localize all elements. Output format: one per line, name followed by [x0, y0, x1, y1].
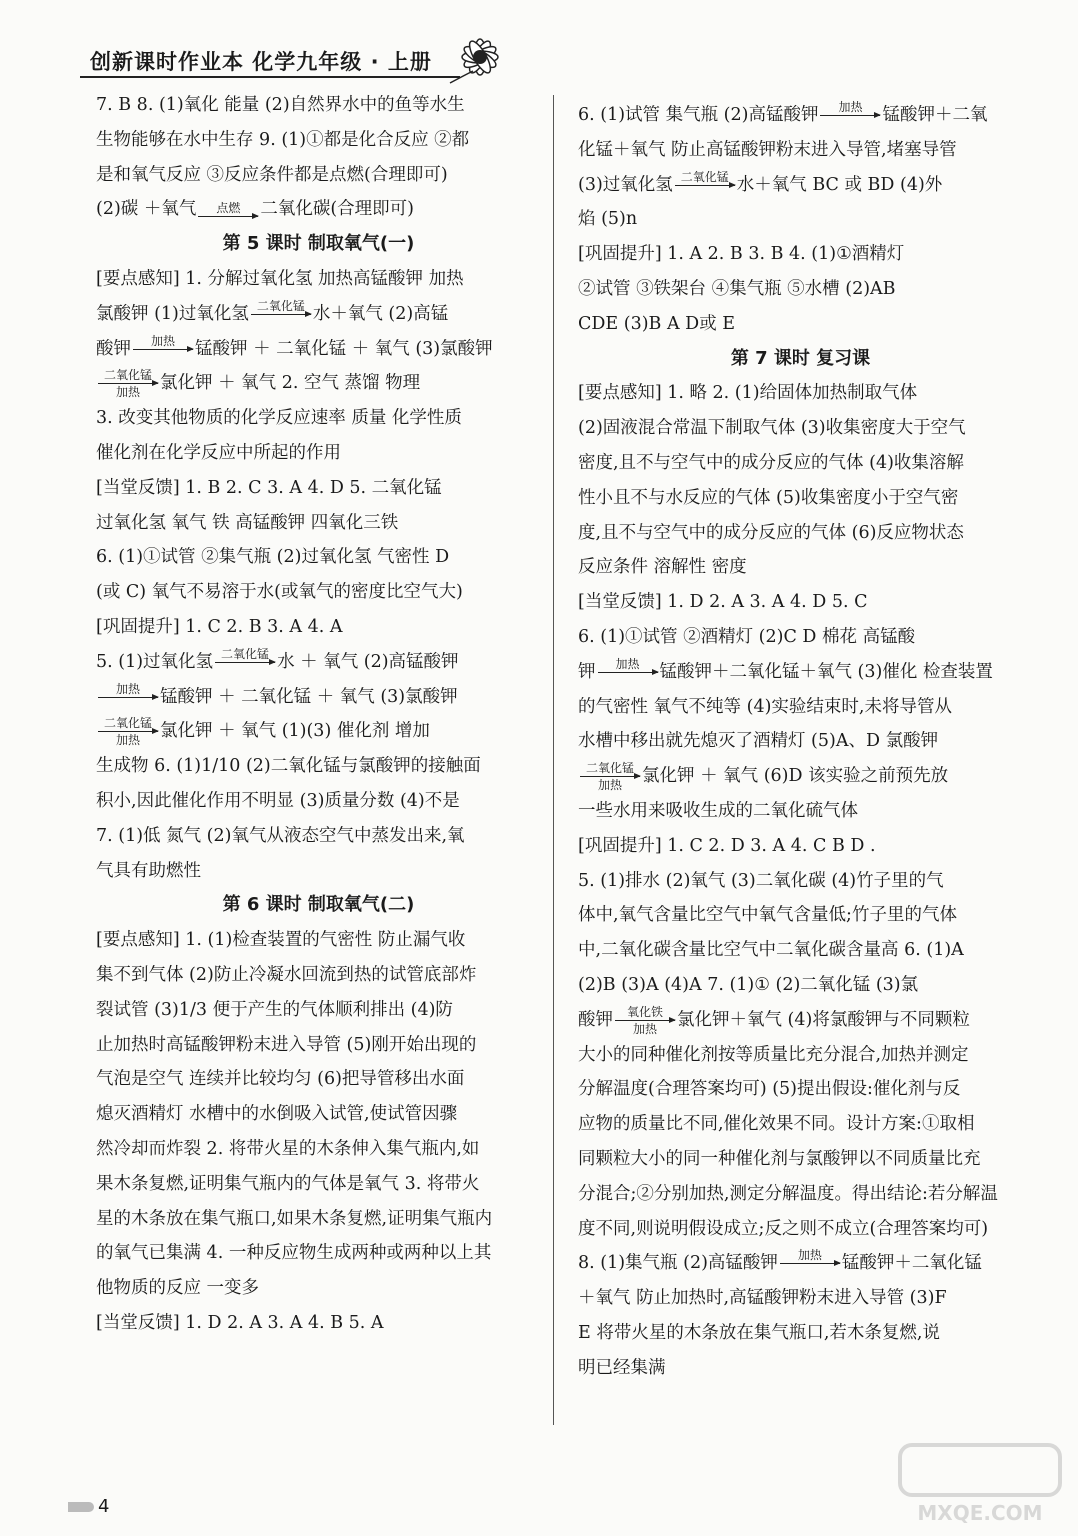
answer-line: 生成物 6. (1)1/10 (2)二氧化锰与氯酸钾的接触面: [96, 756, 481, 777]
answer-line: 6. (1)①试管 ②集气瓶 (2)过氧化氢 气密性 D: [96, 547, 450, 568]
answer-line: 过氧化氢 氧气 铁 高锰酸钾 四氧化三铁: [96, 512, 399, 533]
equation-line: 二氧化锰 加热 氯化钾 ＋ 氧气 2. 空气 蒸馏 物理: [96, 366, 541, 401]
answer-line: 同颗粒大小的同一种催化剂与氯酸钾以不同质量比充: [578, 1148, 981, 1169]
answer-line: [当堂反馈] 1. B 2. C 3. A 4. D 5. 二氧化锰: [96, 477, 442, 498]
answer-line: 焰 (5)n: [578, 209, 638, 230]
answer-line: 性小且不与水反应的气体 (5)收集密度小于空气密: [578, 487, 959, 508]
answer-line: 气泡是空气 连续并比较均匀 (6)把导管移出水面: [96, 1069, 465, 1090]
reaction-arrow: 二氧化锰: [215, 647, 275, 678]
reaction-arrow: 加热: [98, 682, 158, 713]
section-title-7: 第 7 课时 复习课: [730, 347, 871, 369]
answer-line: 气具有助燃性: [96, 860, 201, 881]
equation-line: 8. (1)集气瓶 (2)高锰酸钾 加热 锰酸钾＋二氧化锰: [578, 1246, 1023, 1281]
answer-line: 的氧气已集满 4. 一种反应物生成两种或两种以上其: [96, 1243, 492, 1264]
answer-line: [巩固提升] 1. C 2. B 3. A 4. A: [96, 616, 343, 637]
answer-line: 生物能够在水中生存 9. (1)①都是化合反应 ②都: [96, 129, 470, 150]
reaction-arrow: 二氧化锰 加热: [580, 761, 640, 792]
reaction-arrow: 氧化铁 加热: [615, 1005, 675, 1036]
answer-line: 是和氧气反应 ③反应条件都是点燃(合理即可): [96, 164, 448, 185]
answer-line: 3. 改变其他物质的化学反应速率 质量 化学性质: [96, 408, 462, 429]
answer-line: E 将带火星的木条放在集气瓶口,若木条复燃,说: [578, 1322, 940, 1343]
answer-line: 分解温度(合理答案均可) (5)提出假设:催化剂与反: [578, 1079, 961, 1100]
answer-line: 积小,因此催化作用不明显 (3)质量分数 (4)不是: [96, 790, 460, 811]
answer-line: 然冷却而炸裂 2. 将带火星的木条伸入集气瓶内,如: [96, 1138, 480, 1159]
answer-line: 分混合;②分别加热,测定分解温度。得出结论:若分解温: [578, 1183, 998, 1204]
answer-line: 水槽中移出就先熄灭了酒精灯 (5)A、D 氯酸钾: [578, 731, 939, 752]
equation-line: 二氧化锰 加热 氯化钾 ＋ 氧气 (1)(3) 催化剂 增加: [96, 714, 541, 749]
answer-line: [巩固提升] 1. C 2. D 3. A 4. C B D .: [578, 835, 876, 856]
reaction-arrow: 加热: [820, 100, 880, 131]
answer-line: [要点感知] 1. 略 2. (1)给固体加热制取气体: [578, 383, 918, 404]
reaction-arrow: 二氧化锰: [251, 299, 311, 330]
answer-line: 一些水用来吸收生成的二氧化硫气体: [578, 800, 858, 821]
answer-line: 化锰＋氧气 防止高锰酸钾粉末进入导管,堵塞导管: [578, 139, 957, 160]
answer-line: 度,且不与空气中的成分反应的气体 (6)反应物状态: [578, 522, 964, 543]
equation-line: 6. (1)试管 集气瓶 (2)高锰酸钾 加热 锰酸钾＋二氧: [578, 98, 1023, 133]
reaction-arrow: 加热: [133, 334, 193, 365]
answer-line: 明已经集满: [578, 1357, 666, 1378]
reaction-arrow: 二氧化锰 加热: [98, 368, 158, 399]
answer-line: 7. B 8. (1)氧化 能量 (2)自然界水中的鱼等水生: [96, 95, 465, 115]
answer-line: [巩固提升] 1. A 2. B 3. B 4. (1)①酒精灯: [578, 244, 905, 265]
page-tab-icon: [68, 1502, 94, 1512]
answer-line: CDE (3)B A D或 E: [578, 313, 736, 334]
equation-line: 酸钾 加热 锰酸钾 ＋ 二氧化锰 ＋ 氧气 (3)氯酸钾: [96, 332, 541, 367]
reaction-arrow: 二氧化锰: [675, 170, 735, 201]
equation-line: 二氧化锰 加热 氯化钾 ＋ 氧气 (6)D 该实验之前预先放: [578, 759, 1023, 794]
answer-line: 密度,且不与空气中的成分反应的气体 (4)收集溶解: [578, 452, 964, 473]
answer-line: 中,二氧化碳含量比空气中二氧化碳含量高 6. (1)A: [578, 940, 964, 961]
answer-line: (2)固液混合常温下制取气体 (3)收集密度大于空气: [578, 418, 966, 439]
reaction-arrow: 二氧化锰 加热: [98, 716, 158, 747]
watermark-logo: [890, 1440, 1070, 1530]
answer-line: 7. (1)低 氮气 (2)氧气从液态空气中蒸发出来,氧: [96, 825, 465, 846]
right-column: [578, 98, 1023, 1385]
answer-line: 应物的质量比不同,催化效果不同。设计方案:①取相: [578, 1114, 975, 1135]
book-title: 创新课时作业本 化学九年级 · 上册: [90, 50, 432, 74]
header-rule: [80, 76, 460, 78]
answer-line: 熄灭酒精灯 水槽中的水倒吸入试管,使试管因骤: [96, 1104, 458, 1125]
answer-line: 体中,氧气含量比空气中氧气含量低;竹子里的气体: [578, 905, 957, 926]
answer-line: 度不同,则说明假设成立;反之则不成立(合理答案均可): [578, 1218, 989, 1239]
reaction-arrow: 点燃: [198, 201, 258, 218]
equation-line: 酸钾 氧化铁 加热 氯化钾＋氧气 (4)将氯酸钾与不同颗粒: [578, 1004, 970, 1036]
section-title-5: 第 5 课时 制取氧气(一): [222, 233, 415, 255]
answer-line: 的气密性 氧气不纯等 (4)实验结束时,未将导管从: [578, 696, 952, 717]
answer-line: [当堂反馈] 1. D 2. A 3. A 4. D 5. C: [578, 592, 868, 613]
answer-line: 星的木条放在集气瓶口,如果木条复燃,证明集气瓶内: [96, 1208, 493, 1229]
column-divider: [553, 95, 554, 1425]
answer-line: ②试管 ③铁架台 ④集气瓶 ⑤水槽 (2)AB: [578, 278, 896, 299]
answer-line: ＋氧气 防止加热时,高锰酸钾粉末进入导管 (3)F: [578, 1288, 947, 1309]
equation-line: (3)过氧化氢 二氧化锰 水＋氧气 BC 或 BD (4)外: [578, 168, 1023, 203]
equation-line: 5. (1)过氧化氢 二氧化锰 水 ＋ 氧气 (2)高锰酸钾: [96, 645, 541, 680]
answer-line: 裂试管 (3)1/3 便于产生的气体顺利排出 (4)防: [96, 999, 453, 1020]
equation-line: 钾 加热 锰酸钾＋二氧化锰＋氧气 (3)催化 检查装置: [578, 655, 1023, 690]
answer-line: 反应条件 溶解性 密度: [578, 557, 747, 578]
answer-line: (2)B (3)A (4)A 7. (1)① (2)二氧化锰 (3)氯: [578, 974, 919, 995]
equation-line: 加热 锰酸钾 ＋ 二氧化锰 ＋ 氧气 (3)氯酸钾: [96, 680, 541, 715]
reaction-arrow: 加热: [780, 1248, 840, 1279]
answer-line: 6. (1)①试管 ②酒精灯 (2)C D 棉花 高锰酸: [578, 626, 916, 647]
answer-line: [要点感知] 1. (1)检查装置的气密性 防止漏气收: [96, 930, 466, 951]
answer-line: 他物质的反应 一变多: [96, 1278, 260, 1299]
section-title-6: 第 6 课时 制取氧气(二): [222, 894, 415, 916]
answer-line: 止加热时高锰酸钾粉末进入导管 (5)刚开始出现的: [96, 1034, 477, 1055]
answer-line: [要点感知] 1. 分解过氧化氢 加热高锰酸钾 加热: [96, 268, 464, 289]
answer-line: 大小的同种催化剂按等质量比充分混合,加热并测定: [578, 1044, 969, 1065]
answer-line: 5. (1)排水 (2)氧气 (3)二氧化碳 (4)竹子里的气: [578, 870, 944, 891]
svg-text:MXQE.COM: MXQE.COM: [917, 1501, 1043, 1525]
equation-line: 氯酸钾 (1)过氧化氢 二氧化锰 水＋氧气 (2)高锰: [96, 297, 541, 332]
answer-line: (或 C) 氧气不易溶于水(或氧气的密度比空气大): [96, 582, 463, 603]
reaction-arrow: 加热: [598, 657, 658, 688]
answer-line: 集不到气体 (2)防止冷凝水回流到热的试管底部炸: [96, 964, 477, 985]
answer-line: 催化剂在化学反应中所起的作用: [96, 442, 341, 463]
flower-icon: [445, 25, 515, 90]
answer-line: 果木条复燃,证明集气瓶内的气体是氧气 3. 将带火: [96, 1173, 480, 1194]
answer-line: [当堂反馈] 1. D 2. A 3. A 4. B 5. A: [96, 1312, 384, 1333]
page-number: 4: [68, 1496, 109, 1517]
equation-line: (2)碳 ＋氧气 点燃 二氧化碳(合理即可): [96, 199, 415, 220]
left-column: [96, 88, 541, 1341]
